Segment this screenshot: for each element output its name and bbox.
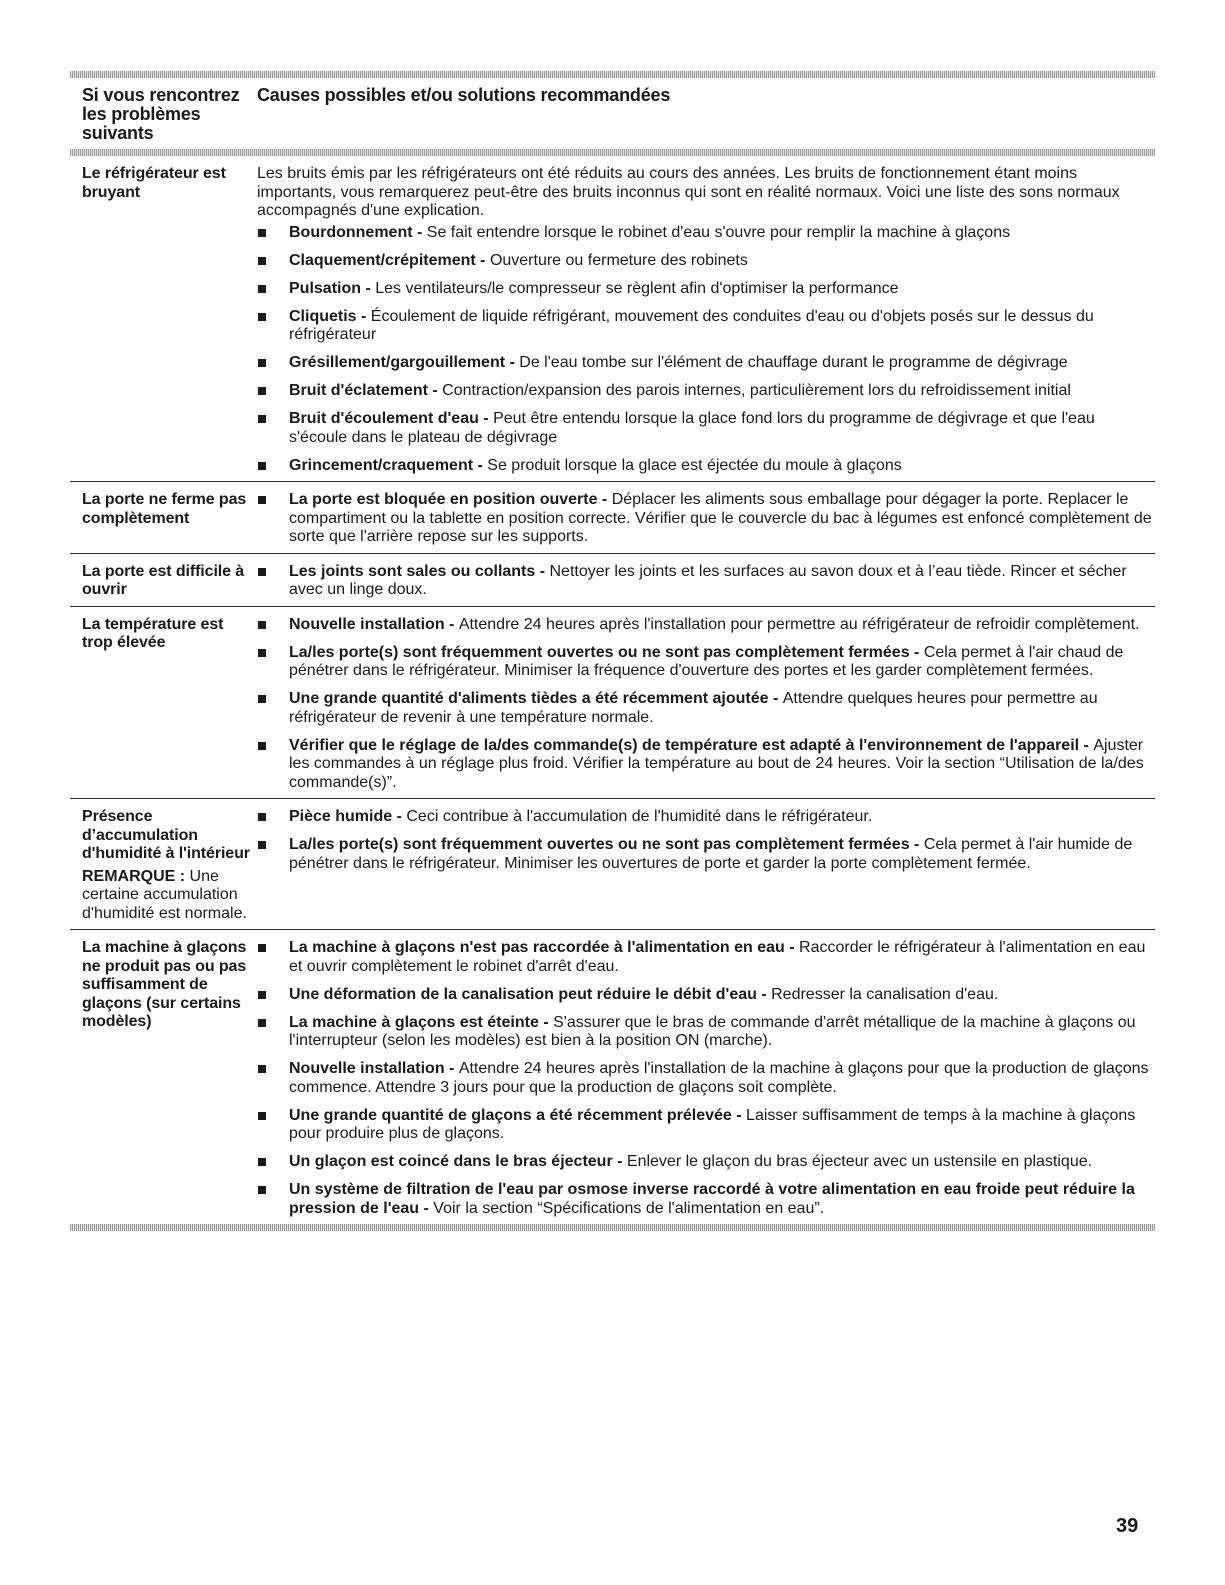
item-title: Vérifier que le réglage de la/des commande(s) de température est adapté à l'environnement de l'appareil -: [289, 736, 1094, 754]
item-title: Grincement/craquement -: [289, 456, 488, 474]
item-title: Une déformation de la canalisation peut réduire le débit d'eau -: [289, 985, 772, 1003]
bottom-rule: [70, 1224, 1155, 1231]
list-item: [257, 354, 1155, 373]
note-label: REMARQUE :: [82, 867, 186, 885]
item-title: La/les porte(s) sont fréquemment ouvertes ou ne sont pas complètement fermées -: [289, 643, 924, 661]
sections-container: [70, 156, 1155, 1224]
list-item: [257, 252, 1155, 271]
item-title: Pulsation -: [289, 279, 376, 297]
list-item: [257, 224, 1155, 243]
item-text: Ajuster les commandes à un réglage plus froid. Vérifier la température au bout de 24 heures. Voir la section “Utilisation de la/des commande(s)”.: [289, 736, 1144, 791]
item-title: La porte est bloquée en position ouverte -: [289, 491, 612, 508]
item-text: Écoulement de liquide réfrigérant, mouvement des conduites d'eau ou d'objets posés sur le dessus du réfrigérateur: [289, 307, 1094, 343]
square-bullet-icon: [258, 1019, 266, 1027]
list-item: [257, 280, 1155, 299]
list-item: [257, 939, 1155, 976]
table-row: [70, 607, 1155, 799]
solutions-cell: [252, 939, 1155, 1218]
square-bullet-icon: [258, 991, 266, 999]
list-item: [257, 644, 1155, 681]
troubleshooting-table: [70, 71, 1155, 1231]
list-item: [257, 986, 1155, 1005]
problem-title: La machine à glaçons ne produit pas ou pas suffisamment de glaçons (sur certains modèles): [82, 939, 247, 1030]
square-bullet-icon: [258, 462, 266, 470]
square-bullet-icon: [258, 1065, 266, 1073]
page-number: 39: [1116, 1515, 1139, 1537]
item-title: Une grande quantité de glaçons a été récemment prélevée -: [289, 1106, 747, 1124]
solutions-cell: [252, 563, 1155, 600]
item-title: Pièce humide -: [289, 808, 407, 825]
item-title: Bruit d'éclatement -: [289, 382, 443, 399]
table-row: [70, 930, 1155, 1224]
item-text: Redresser la canalisation d'eau.: [771, 985, 999, 1003]
square-bullet-icon: [258, 695, 266, 703]
list-item: [257, 308, 1155, 345]
square-bullet-icon: [258, 944, 266, 952]
table-row: [70, 799, 1155, 929]
list-item: [257, 457, 1155, 476]
list-item: [257, 1107, 1155, 1144]
item-text: Les ventilateurs/le compresseur se règlent afin d'optimiser la performance: [375, 279, 899, 297]
item-title: Nouvelle installation -: [289, 615, 459, 633]
problem-title: La température est trop élevée: [82, 615, 224, 651]
item-text: Déplacer les aliments sous emballage pour dégager la porte. Replacer le compartiment ou la tablette en position correcte. Vérifier que le couvercle du bac à légumes est enfoncé complètement de sorte que l'arrière repose sur les supports.: [289, 491, 1152, 545]
item-title: Un glaçon est coincé dans le bras éjecteur -: [289, 1153, 627, 1170]
item-title: Claquement/crépitement -: [289, 251, 490, 269]
item-text: Laisser suffisamment de temps à la machine à glaçons pour produire plus de glaçons.: [289, 1106, 1136, 1142]
list-item: [257, 1181, 1155, 1218]
square-bullet-icon: [258, 415, 266, 423]
item-text: Cela permet à l'air humide de pénétrer dans le réfrigérateur. Minimiser les ouvertures de porte et garder la porte complètement fermée.: [289, 836, 1133, 872]
solutions-cell: [252, 808, 1155, 923]
problem-cell: [70, 616, 252, 793]
square-bullet-icon: [258, 313, 266, 321]
solutions-cell: [252, 616, 1155, 793]
square-bullet-icon: [258, 257, 266, 265]
item-text: De l'eau tombe sur l'élément de chauffage durant le programme de dégivrage: [519, 354, 1068, 371]
table-row: [70, 156, 1155, 481]
problem-title: Présence d’accumulation d'humidité à l'intérieur: [82, 808, 250, 862]
item-text: Attendre quelques heures pour permettre au réfrigérateur de revenir à une température normale.: [289, 690, 1098, 726]
problem-title: La porte est difficile à ouvrir: [82, 562, 245, 598]
item-title: Un système de filtration de l'eau par osmose inverse raccordé à votre alimentation en eau froide peut réduire la pression de l'eau -: [289, 1181, 1135, 1217]
item-title: Cliquetis -: [289, 307, 371, 325]
square-bullet-icon: [258, 359, 266, 367]
square-bullet-icon: [258, 1112, 266, 1120]
top-rule: [70, 71, 1155, 78]
solution-list: [257, 939, 1155, 1218]
item-text: Attendre 24 heures après l'installation de la machine à glaçons pour que la production de glaçons commence. Attendre 3 jours pour que la production de glaçons soit complète.: [289, 1060, 1149, 1096]
item-text: Se fait entendre lorsque le robinet d'eau s'ouvre pour remplir la machine à glaçons: [426, 223, 1011, 241]
item-title: La/les porte(s) sont fréquemment ouvertes ou ne sont pas complètement fermées -: [289, 836, 924, 853]
item-title: Grésillement/gargouillement -: [289, 354, 520, 371]
item-title: La machine à glaçons n'est pas raccordée à l'alimentation en eau -: [289, 939, 800, 956]
table-row: [70, 554, 1155, 606]
list-item: [257, 1153, 1155, 1172]
solution-list: [257, 808, 1155, 873]
item-text: Cela permet à l'air chaud de pénétrer dans le réfrigérateur. Minimiser la fréquence d'ouverture des portes et les garder complètement fermées.: [289, 643, 1124, 679]
item-title: Bourdonnement -: [289, 223, 427, 241]
item-title: Nouvelle installation -: [289, 1060, 459, 1077]
item-title: Les joints sont sales ou collants -: [289, 562, 550, 580]
square-bullet-icon: [258, 387, 266, 395]
intro-paragraph: Les bruits émis par les réfrigérateurs ont été réduits au cours des années. Les bruits de fonctionnement étant moins importants, vous remarquerez peut-être des bruits inconnus qui sont en réalité normaux. Voici une liste des sons normaux accompagnés d'une explication.: [257, 165, 1120, 219]
note-text: Une certaine accumulation d'humidité est normale.: [82, 867, 247, 922]
square-bullet-icon: [258, 649, 266, 657]
problem-title: La porte ne ferme pas complètement: [82, 491, 247, 527]
list-item: [257, 563, 1155, 600]
item-text: Nettoyer les joints et les surfaces au savon doux et à l’eau tiède. Rincer et sécher avec un linge doux.: [289, 562, 1127, 598]
problem-cell: [70, 808, 252, 923]
square-bullet-icon: [258, 1186, 266, 1194]
list-item: [257, 1060, 1155, 1097]
list-item: [257, 737, 1155, 793]
problem-cell: [70, 165, 252, 475]
header-solutions: Causes possibles et/ou solutions recommandées: [257, 85, 671, 105]
solution-list: [257, 563, 1155, 600]
solutions-cell: [252, 165, 1155, 475]
problem-cell: [70, 491, 252, 547]
header-problems: Si vous rencontrez les problèmes suivants: [82, 85, 240, 143]
item-text: Raccorder le réfrigérateur à l'alimentation en eau et ouvrir complètement le robinet d'arrêt d'eau.: [289, 939, 1146, 975]
item-text: Ceci contribue à l'accumulation de l'humidité dans le réfrigérateur.: [406, 808, 873, 825]
item-text: Peut être entendu lorsque la glace fond lors du programme de dégivrage et que l'eau s'écoule dans le plateau de dégivrage: [289, 410, 1095, 446]
list-item: [257, 1014, 1155, 1051]
item-text: S'assurer que le bras de commande d'arrêt métallique de la machine à glaçons ou l'interrupteur (selon les modèles) est bien à la position ON (marche).: [289, 1013, 1136, 1049]
item-title: La machine à glaçons est éteinte -: [289, 1013, 554, 1031]
item-text: Attendre 24 heures après l'installation pour permettre au réfrigérateur de refroidir complètement.: [458, 615, 1140, 633]
square-bullet-icon: [258, 742, 266, 750]
square-bullet-icon: [258, 621, 266, 629]
problem-cell: [70, 939, 252, 1218]
list-item: [257, 808, 1155, 827]
list-item: [257, 690, 1155, 727]
table-header: [70, 78, 1155, 149]
list-item: [257, 836, 1155, 873]
item-title: Bruit d'écoulement d'eau -: [289, 410, 494, 427]
item-title: Une grande quantité d'aliments tièdes a été récemment ajoutée -: [289, 690, 783, 707]
problem-title: Le réfrigérateur est bruyant: [82, 165, 226, 201]
solutions-cell: [252, 491, 1155, 547]
solution-list: [257, 616, 1155, 793]
item-text: Se produit lorsque la glace est éjectée du moule à glaçons: [487, 456, 902, 474]
square-bullet-icon: [258, 1158, 266, 1166]
problem-cell: [70, 563, 252, 600]
solution-list: [257, 491, 1155, 547]
table-row: [70, 482, 1155, 553]
solution-list: [257, 224, 1155, 476]
item-text: Ouverture ou fermeture des robinets: [489, 251, 748, 269]
square-bullet-icon: [258, 285, 266, 293]
list-item: [257, 410, 1155, 447]
list-item: [257, 616, 1155, 635]
square-bullet-icon: [258, 496, 266, 504]
item-text: Enlever le glaçon du bras éjecteur avec un ustensile en plastique.: [626, 1153, 1093, 1170]
square-bullet-icon: [258, 229, 266, 237]
square-bullet-icon: [258, 813, 266, 821]
list-item: [257, 382, 1155, 401]
item-text: Contraction/expansion des parois internes, particulièrement lors du refroidissement initial: [442, 382, 1071, 399]
item-text: Voir la section “Spécifications de l'alimentation en eau”.: [433, 1199, 825, 1217]
list-item: [257, 491, 1155, 547]
square-bullet-icon: [258, 568, 266, 576]
header-rule: [70, 149, 1155, 156]
square-bullet-icon: [258, 841, 266, 849]
problem-note: [82, 868, 252, 924]
